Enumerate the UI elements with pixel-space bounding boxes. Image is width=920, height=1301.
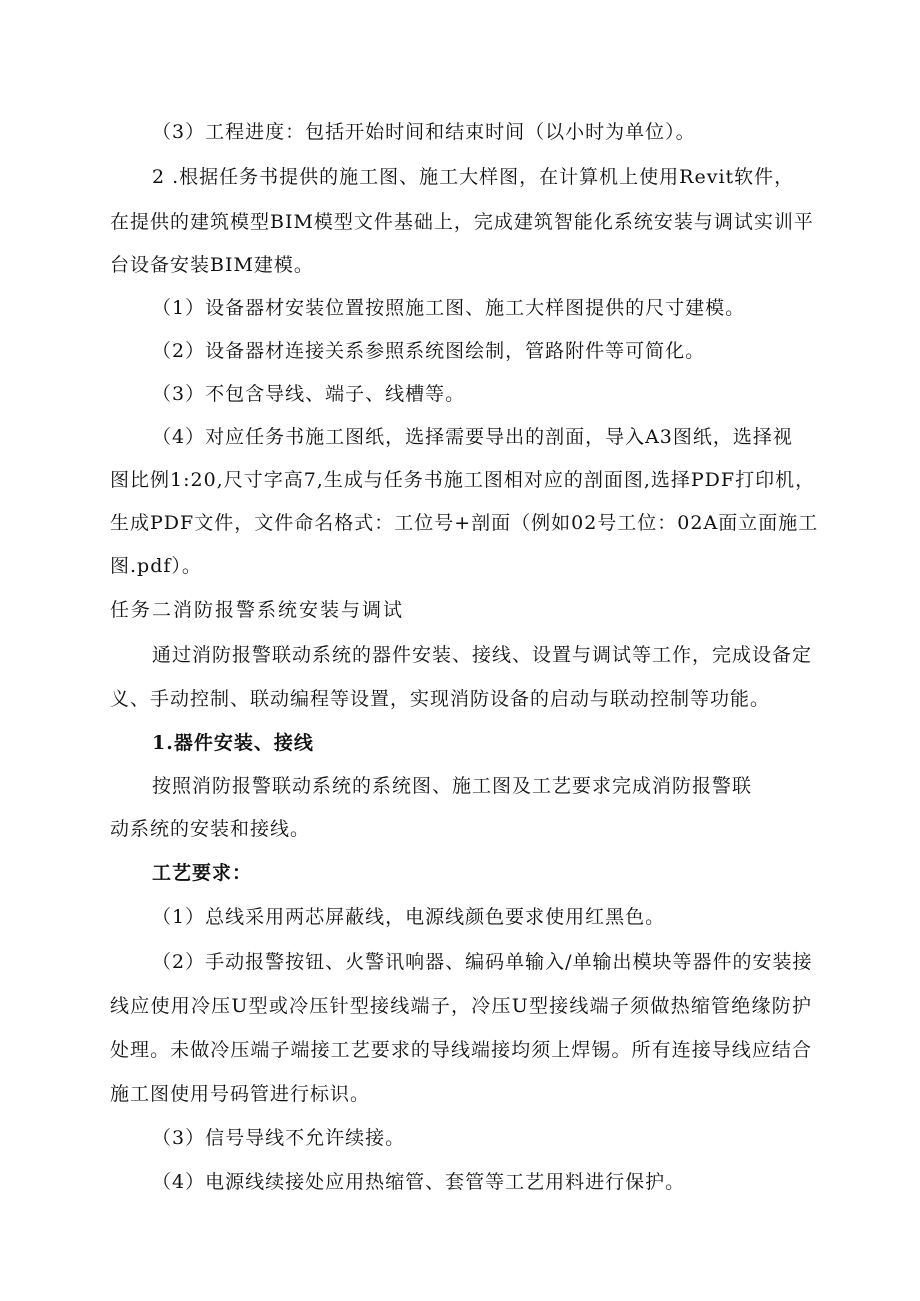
paragraph-line: 生成PDF文件，文件命名格式：工位号+剖面（例如02号工位：02A面立面施工 [110,512,819,534]
paragraph-line: （3）信号导线不允许续接。 [152,1127,406,1149]
paragraph-line: 义、手动控制、联动编程等设置，实现消防设备的启动与联动控制等功能。 [110,688,771,710]
paragraph-line: 按照消防报警联动系统的系统图、施工图及工艺要求完成消防报警联 [152,775,753,797]
paragraph-line: （1）设备器材安装位置按照施工图、施工大样图提供的尺寸建模。 [152,297,746,319]
paragraph-line: （4）电源线续接处应用热缩管、套管等工艺用料进行保护。 [152,1171,686,1193]
subsection-heading: 1.器件安装、接线 [152,732,314,754]
paragraph-line: （1）总线采用两芯屏蔽线，电源线颜色要求使用红黑色。 [152,906,666,928]
section-heading: 任务二消防报警系统安装与调试 [110,599,405,621]
paragraph-line: 处理。未做冷压端子端接工艺要求的导线端接均须上焊锡。所有连接导线应结合 [110,1039,812,1061]
paragraph-line: 通过消防报警联动系统的器件安装、接线、设置与调试等工作，完成设备定 [152,644,813,666]
paragraph-line: 施工图使用号码管进行标识。 [110,1083,371,1105]
paragraph-line: （4）对应任务书施工图纸，选择需要导出的剖面，导入A3图纸，选择视 [152,426,793,448]
paragraph-line: 动系统的安装和接线。 [110,818,311,840]
paragraph-line: 在提供的建筑模型BIM模型文件基础上，完成建筑智能化系统安装与调试实训平 [110,211,814,233]
paragraph-line: 2 .根据任务书提供的施工图、施工大样图，在计算机上使用Revit软件， [152,166,795,188]
requirements-heading: 工艺要求： [152,862,253,884]
paragraph-line: （2）手动报警按钮、火警讯响器、编码单输入/单输出模块等器件的安装接 [152,951,813,973]
paragraph-line: 图比例1:20,尺寸字高7,生成与任务书施工图相对应的剖面图,选择PDF打印机， [110,469,816,491]
paragraph-line: 线应使用冷压U型或冷压针型接线端子，冷压U型接线端子须做热缩管绝缘防护 [110,995,812,1017]
paragraph-line: 台设备安装BIM建模。 [110,254,314,276]
paragraph-line: （3）工程进度：包括开始时间和结束时间（以小时为单位）。 [152,121,696,143]
paragraph-line: （2）设备器材连接关系参照系统图绘制，管路附件等可简化。 [152,340,706,362]
paragraph-line: （3）不包含导线、端子、线槽等。 [152,383,466,405]
paragraph-line: 图.pdf）。 [110,555,202,577]
